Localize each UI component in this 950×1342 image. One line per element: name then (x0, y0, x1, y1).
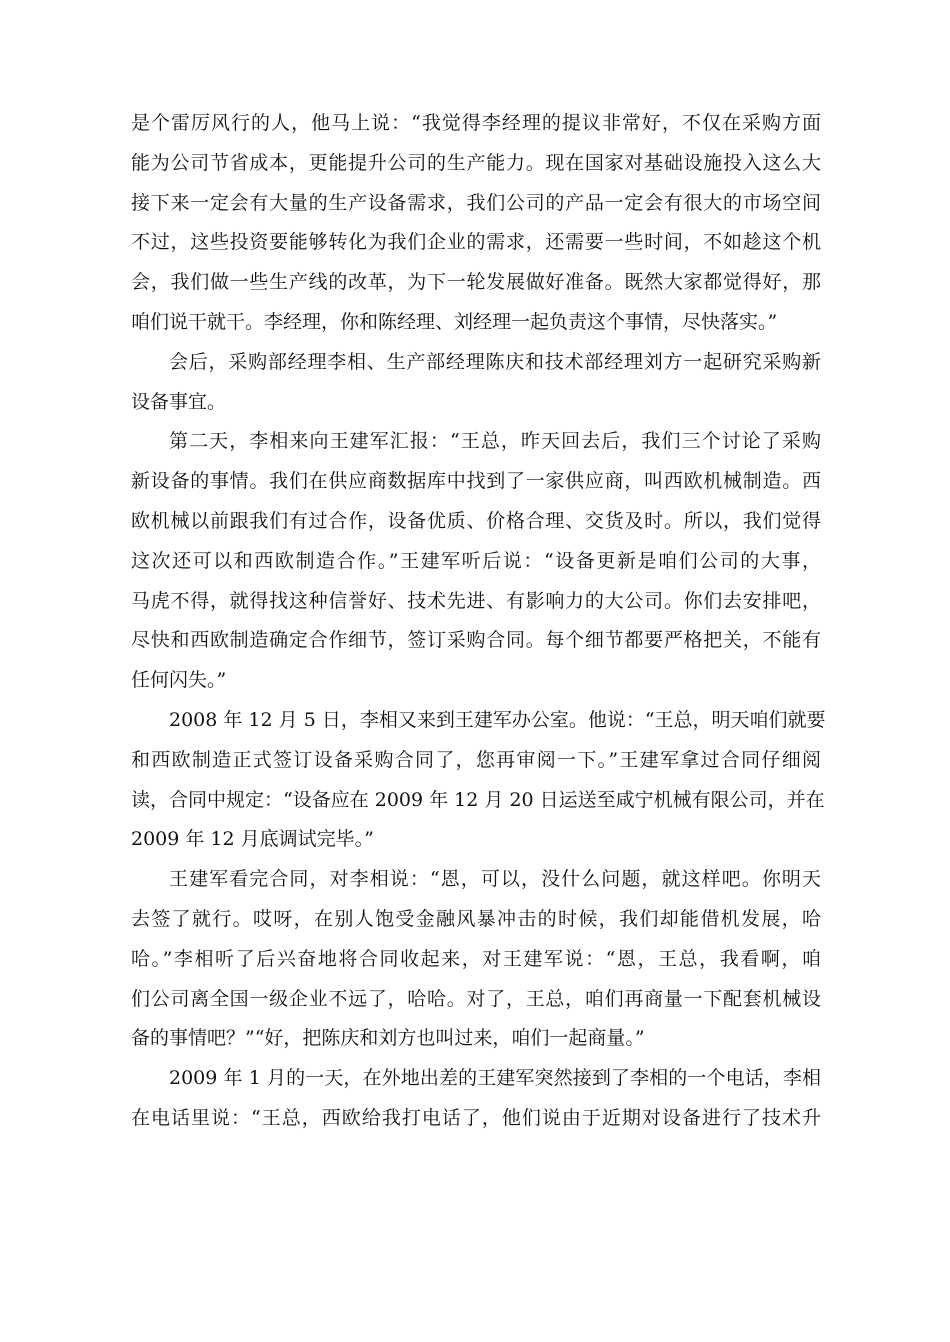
paragraph-first-line: 会后，采购部经理李相、生产部经理陈庆和技术部经理刘方一起研究采购新 (169, 350, 821, 373)
text-line: 去签了就行。哎呀，在别人饱受金融风暴冲击的时候，我们却能借机发展，哈 (131, 907, 821, 930)
paragraph-first-line: 第二天，李相来向王建军汇报：“王总，昨天回去后，我们三个讨论了采购 (169, 430, 821, 453)
text-line: 任何闪失。” (131, 669, 227, 692)
paragraph-first-line: 王建军看完合同，对李相说：“恩，可以，没什么问题，就这样吧。你明天 (169, 868, 821, 891)
text-line: 尽快和西欧制造确定合作细节，签订采购合同。每个细节都要严格把关，不能有 (131, 629, 821, 652)
text-line: 设备事宜。 (131, 390, 227, 413)
text-line: 是个雷厉风行的人，他马上说：“我觉得李经理的提议非常好，不仅在采购方面 (131, 112, 821, 134)
text-line: 马虎不得，就得找这种信誉好、技术先进、有影响力的大公司。你们去安排吧， (131, 589, 821, 612)
text-line: 咱们说干就干。李经理，你和陈经理、刘经理一起负责这个事情，尽快落实。” (131, 310, 778, 333)
text-line: 读，合同中规定：“设备应在 2009 年 12 月 20 日运送至咸宁机械有限公司，并在 (131, 788, 825, 811)
paragraph-first-line: 2008 年 12 月 5 日，李相又来到王建军办公室。他说：“王总，明天咱们就要 (169, 708, 826, 731)
text-line: 们公司离全国一级企业不远了，哈哈。对了，王总，咱们再商量一下配套机械设 (131, 987, 821, 1010)
text-line: 哈。”李相听了后兴奋地将合同收起来，对王建军说：“恩，王总，我看啊，咱 (131, 947, 821, 970)
text-line: 2009 年 12 月底调试完毕。” (131, 828, 374, 851)
text-line: 备的事情吧？”“好，把陈庆和刘方也叫过来，咱们一起商量。” (131, 1027, 645, 1050)
paragraph-first-line: 2009 年 1 月的一天，在外地出差的王建军突然接到了李相的一个电话，李相 (169, 1067, 821, 1090)
text-line: 新设备的事情。我们在供应商数据库中找到了一家供应商，叫西欧机械制造。西 (131, 470, 821, 493)
text-line: 和西欧制造正式签订设备采购合同了，您再审阅一下。”王建军拿过合同仔细阅 (131, 748, 821, 771)
text-line: 欧机械以前跟我们有过合作，设备优质、价格合理、交货及时。所以，我们觉得 (131, 509, 821, 532)
text-line: 接下来一定会有大量的生产设备需求，我们公司的产品一定会有很大的市场空间 (131, 191, 821, 214)
text-line: 不过，这些投资要能够转化为我们企业的需求，还需要一些时间，不如趁这个机 (131, 231, 821, 254)
text-line: 能为公司节省成本，更能提升公司的生产能力。现在国家对基础设施投入这么大 (131, 151, 821, 174)
text-line: 会，我们做一些生产线的改革，为下一轮发展做好准备。既然大家都觉得好，那 (131, 271, 821, 294)
body-text (131, 104, 826, 1139)
text-line: 这次还可以和西欧制造合作。”王建军听后说：“设备更新是咱们公司的大事， (131, 549, 821, 572)
text-line: 在电话里说：“王总，西欧给我打电话了，他们说由于近期对设备进行了技术升 (131, 1106, 821, 1129)
